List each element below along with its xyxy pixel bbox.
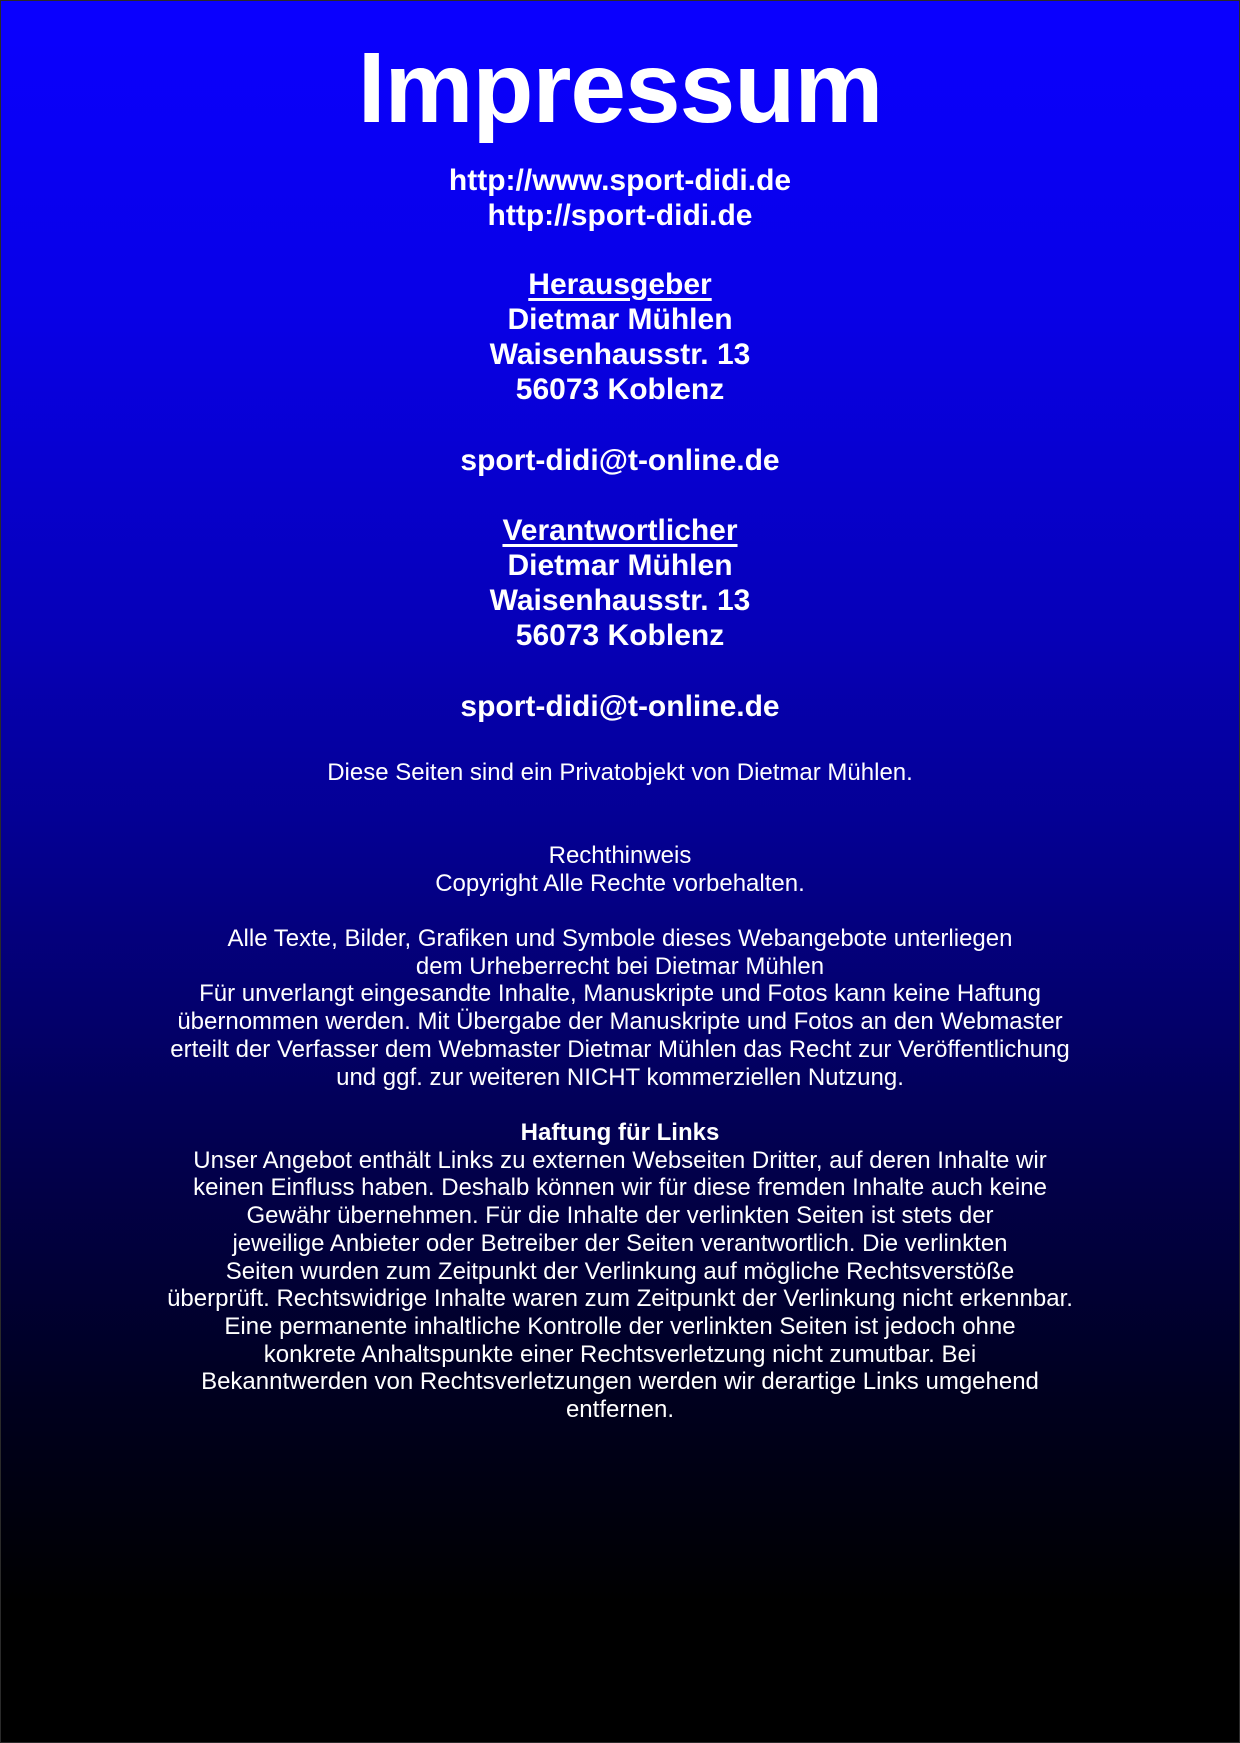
herausgeber-email-block (1, 443, 1239, 478)
haftung-line: Bekanntwerden von Rechtsverletzungen werden wir derartige Links umgehend (201, 1368, 1039, 1396)
haftung-line: Gewähr übernehmen. Für die Inhalte der verlinkten Seiten ist stets der (246, 1202, 994, 1230)
rechtshinweis-heading: Rechthinweis (548, 842, 692, 869)
verantwortlicher-city: 56073 Koblenz (515, 619, 725, 652)
rechtshinweis-text (1, 925, 1239, 1091)
verantwortlicher-heading: Verantwortlicher (502, 514, 738, 547)
haftung-section (1, 1119, 1239, 1424)
haftung-line: Unser Angebot enthält Links zu externen Webseiten Dritter, auf deren Inhalte wir (193, 1146, 1047, 1174)
website-url-short[interactable]: http://sport-didi.de (487, 199, 753, 232)
rechtshinweis-section (1, 842, 1239, 897)
verantwortlicher-street: Waisenhausstr. 13 (489, 584, 751, 617)
haftung-line: konkrete Anhaltspunkte einer Rechtsverletzung nicht zumutbar. Bei (263, 1340, 977, 1368)
herausgeber-section (1, 267, 1239, 407)
verantwortlicher-email-block (1, 689, 1239, 724)
herausgeber-street: Waisenhausstr. 13 (489, 338, 751, 371)
haftung-line: überprüft. Rechtswidrige Inhalte waren zum Zeitpunkt der Verlinkung nicht erkennbar. (167, 1285, 1073, 1313)
rechtshinweis-line: und ggf. zur weiteren NICHT kommerziellen Nutzung. (336, 1063, 904, 1091)
haftung-line: Seiten wurden zum Zeitpunkt der Verlinkung auf mögliche Rechtsverstöße (225, 1257, 1015, 1285)
rechtshinweis-line: übernommen werden. Mit Übergabe der Manuskripte und Fotos an den Webmaster (177, 1008, 1063, 1036)
rechtshinweis-line: Alle Texte, Bilder, Grafiken und Symbole dieses Webangebote unterliegen (227, 925, 1013, 952)
haftung-line: keinen Einfluss haben. Deshalb können wir für diese fremden Inhalte auch keine (193, 1174, 1047, 1202)
haftung-heading: Haftung für Links (520, 1119, 720, 1146)
haftung-line: entfernen. (565, 1396, 675, 1424)
rechtshinweis-line: erteilt der Verfasser dem Webmaster Dietmar Mühlen das Recht zur Veröffentlichung (170, 1035, 1070, 1063)
herausgeber-city: 56073 Koblenz (515, 373, 725, 406)
haftung-line: jeweilige Anbieter oder Betreiber der Seiten verantwortlich. Die verlinkten (232, 1229, 1008, 1257)
page-title: Impressum (357, 32, 883, 144)
verantwortlicher-section (1, 513, 1239, 653)
website-urls (1, 163, 1239, 233)
private-note: Diese Seiten sind ein Privatobjekt von Dietmar Mühlen. (327, 759, 913, 786)
herausgeber-name: Dietmar Mühlen (507, 303, 733, 336)
herausgeber-heading: Herausgeber (528, 268, 712, 301)
rechtshinweis-line: dem Urheberrecht bei Dietmar Mühlen (415, 952, 825, 980)
verantwortlicher-email[interactable]: sport-didi@t-online.de (460, 690, 780, 723)
verantwortlicher-name: Dietmar Mühlen (507, 549, 733, 582)
haftung-line: Eine permanente inhaltliche Kontrolle der verlinkten Seiten ist jedoch ohne (224, 1312, 1016, 1340)
private-note-block (1, 759, 1239, 787)
herausgeber-email[interactable]: sport-didi@t-online.de (460, 444, 780, 477)
rechtshinweis-line: Für unverlangt eingesandte Inhalte, Manuskripte und Fotos kann keine Haftung (199, 980, 1041, 1008)
rechtshinweis-copyright: Copyright Alle Rechte vorbehalten. (435, 869, 805, 897)
website-url-www[interactable]: http://www.sport-didi.de (448, 164, 792, 197)
